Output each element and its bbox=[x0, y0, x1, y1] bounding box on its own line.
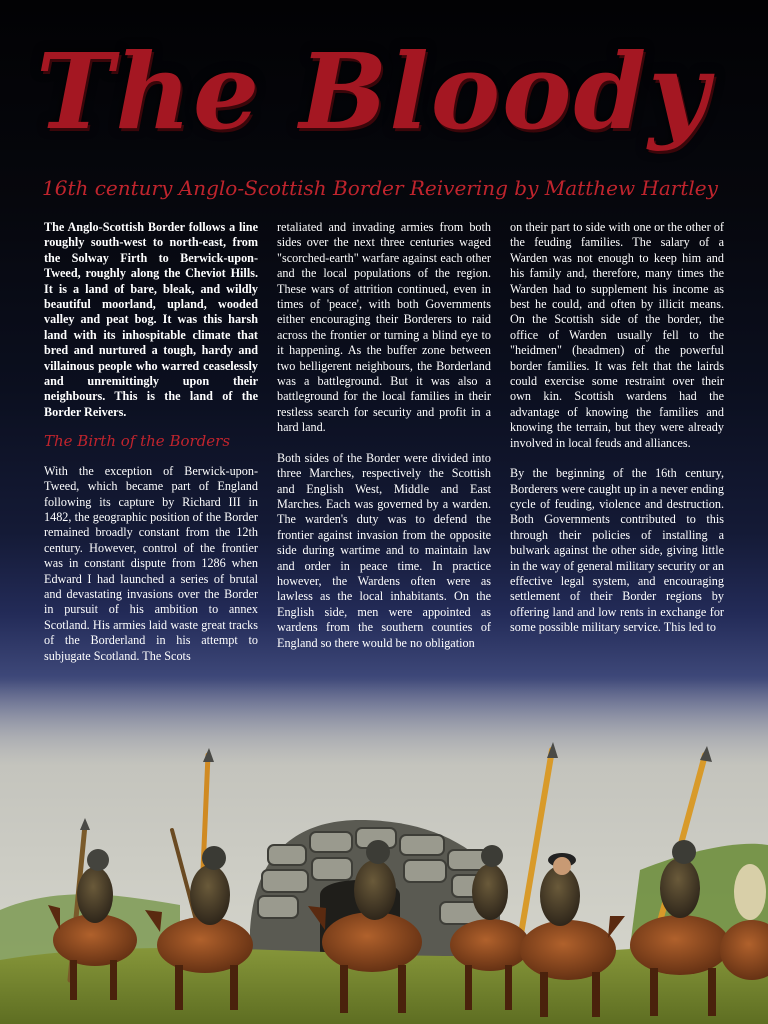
article-subtitle: 16th century Anglo-Scottish Border Reivering by Matthew Hartley bbox=[42, 176, 718, 200]
miniature-cavalry-photo bbox=[0, 680, 768, 1024]
text-column-2 bbox=[277, 220, 491, 651]
body-paragraph: By the beginning of the 16th century, Borderers were caught up in a never ending cycle of feuding, violence and destruction. Both Governments contributed to this through their policies of installing a bulwark against the other side, giving little in the way of general military security or an effective legal system, and encouraging settlement of their Border regions by offering land and low rents in exchange for some possible military service. This led to bbox=[510, 466, 724, 635]
text-column-1 bbox=[44, 220, 258, 664]
article-title: The Bloody bbox=[36, 30, 711, 153]
section-heading: The Birth of the Borders bbox=[44, 432, 231, 451]
lead-paragraph: The Anglo-Scottish Border follows a line roughly south-west to north-east, from the Solway Firth to Berwick-upon-Tweed, roughly along the Cheviot Hills. It is a land of bare, bleak, and wildly beautiful moorland, upland, wooded valley and peat bog. It was this harsh land with its inhospitable climate that bred and nurtured a tough, hardy and villainous people who warred ceaselessly and unremittingly upon their neighbours. This is the land of the Border Reivers. bbox=[44, 220, 258, 419]
body-paragraph: on their part to side with one or the other of the feuding families. The salary of a Warden was not enough to keep him and his family and, therefore, many times the Warden had to supplement his income as best he could, and often by illicit means. On the Scottish side of the border, the office of Warden usually fell to the "heidmen" (headmen) of the powerful border families. It was felt that the lairds could exercise some restraint over their own kin. Scottish wardens had the advantage of knowing the families and knowing the terrain, but they were already involved in local feuds and alliances. bbox=[510, 220, 724, 450]
body-paragraph: Both sides of the Border were divided into three Marches, respectively the Scottish and English West, Middle and East Marches. Each was governed by a warden. The warden's duty was to defend the frontier against invasion from the opposite side during wartime and to maintain law and order in peace time. In practice however, the Wardens often were as lawless as the local inhabitants. On the English side, men were appointed as wardens from the southern counties of England so there would be no obligation bbox=[277, 450, 491, 650]
text-column-3 bbox=[510, 220, 724, 636]
body-paragraph: With the exception of Berwick-upon-Tweed, which became part of England following its capture by Richard III in 1482, the geographic position of the Border remained broadly constant from the 12th century. However, control of the frontier was in constant dispute from 1286 when Edward I had launched a series of brutal and devastating invasions over the Border in pursuit of his ambition to annex Scotland. His armies laid waste great tracks of the Borderland in his attempt to subjugate Scotland. The Scots bbox=[44, 463, 258, 663]
body-paragraph: retaliated and invading armies from both sides over the next three centuries waged "scorched-earth" warfare against each other and the local populations of the region. These wars of attrition continued, even in times of 'peace', with both Governments either encouraging their Borderers to raid across the frontier or turning a blind eye to it happening. As the buffer zone between two belligerent neighbours, the Borderland was a battleground. But it was also a battleground for the local families in their restless search for security and profit in a hard land. bbox=[277, 220, 491, 435]
